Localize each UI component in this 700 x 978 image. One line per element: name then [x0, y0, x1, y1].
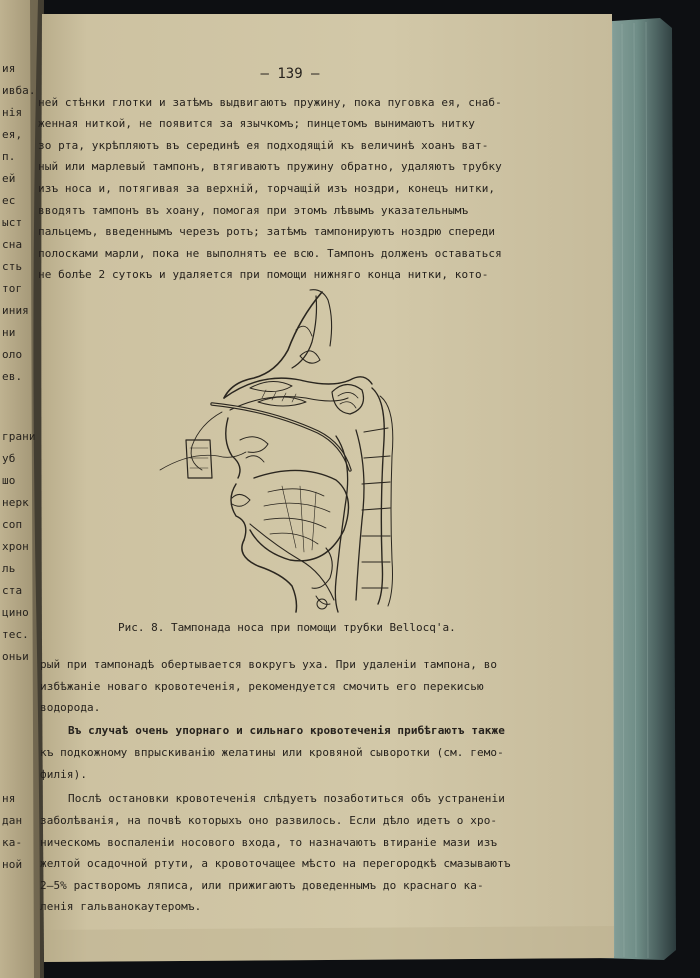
- left-page-fragment: дан: [2, 814, 23, 827]
- body-line: Въ случаѣ очень упорнаго и сильнаго кровотеченія прибѣгаютъ также: [68, 724, 505, 737]
- left-page-fragment: нерк: [2, 496, 29, 509]
- body-line: ленія гальванокаутеромъ.: [40, 900, 202, 913]
- left-page-fragment: тог: [2, 282, 23, 295]
- left-page-fragment: ни: [2, 326, 16, 339]
- figure-caption: Рис. 8. Тампонада носа при помощи трубки Bellocq'а.: [118, 621, 456, 634]
- left-page-fragment: ста: [2, 584, 23, 597]
- body-line: Послѣ остановки кровотеченія слѣдуетъ позаботиться объ устраненіи: [68, 792, 505, 805]
- left-page-fragment: ея,: [2, 128, 23, 141]
- left-page-fragment: ка-: [2, 836, 23, 849]
- left-page-fragment: ей: [2, 172, 16, 185]
- body-line: женная ниткой, не появится за язычкомъ; пинцетомъ вынимаютъ нитку: [38, 117, 475, 130]
- left-page-fragment: соп: [2, 518, 23, 531]
- left-page-fragment: ыст: [2, 216, 23, 229]
- body-line: изъ носа и, потягивая за верхній, торчащій изъ ноздри, конецъ нитки,: [38, 182, 496, 195]
- body-line: ней стѣнки глотки и затѣмъ выдвигаютъ пружину, пока пуговка ея, снаб-: [38, 96, 502, 109]
- left-page-fragment: уб: [2, 452, 16, 465]
- body-line: вводятъ тампонъ въ хоану, помогая при этомъ лѣвымъ указательнымъ: [38, 204, 469, 217]
- body-line: зо рта, укрѣпляютъ въ серединѣ ея подходящій къ величинѣ хоанъ ват-: [38, 139, 489, 152]
- body-line: не болѣе 2 сутокъ и удаляется при помощи нижняго конца нитки, кото-: [38, 268, 489, 281]
- left-page-fragment: иния: [2, 304, 29, 317]
- body-line: ный или марлевый тампонъ, втягиваютъ пружину обратно, удаляютъ трубку: [38, 160, 502, 173]
- left-page-fragment: ев.: [2, 370, 23, 383]
- body-line: филія).: [40, 768, 88, 781]
- left-page-fragment: хрон: [2, 540, 29, 553]
- left-page-fragment: цино: [2, 606, 29, 619]
- left-page-fragment: сть: [2, 260, 23, 273]
- left-page-fragment: шо: [2, 474, 16, 487]
- body-line: 2—5% растворомъ ляписа, или прижигаютъ доведеннымъ до краснаго ка-: [40, 879, 484, 892]
- body-line: рый при тампонадѣ обертывается вокругъ уха. При удаленіи тампона, во: [40, 658, 498, 671]
- left-page-fragment: ес: [2, 194, 16, 207]
- body-line: ническомъ воспаленіи носового входа, то назначаютъ втираніе мази изъ: [40, 836, 498, 849]
- left-page-fragment: грани: [2, 430, 36, 443]
- body-line: полосками марли, пока не выполнятъ ее всю. Тампонъ долженъ оставаться: [38, 247, 502, 260]
- left-page-fragment: п.: [2, 150, 16, 163]
- body-line: водорода.: [40, 701, 101, 714]
- body-line: избѣжаніе новаго кровотеченія, рекомендуется смочить его перекисью: [40, 680, 484, 693]
- body-line: къ подкожному впрыскиванію желатины или кровяной сыворотки (см. гемо-: [40, 746, 504, 759]
- left-page-fragment: ня: [2, 792, 16, 805]
- left-page-fragment: оло: [2, 348, 23, 361]
- body-line: заболѣванія, на почвѣ которыхъ оно развилось. Если дѣло идетъ о хро-: [40, 814, 498, 827]
- left-page-fragment: ной: [2, 858, 23, 871]
- left-page-fragment: тес.: [2, 628, 29, 641]
- left-page-fragment: ивба.: [2, 84, 36, 97]
- left-page-fragment: оньи: [2, 650, 29, 663]
- left-page-fragment: ль: [2, 562, 16, 575]
- left-page-fragment: нія: [2, 106, 23, 119]
- page-number: — 139 —: [260, 66, 320, 82]
- left-page-fragment: ия: [2, 62, 16, 75]
- body-line: пальцемъ, введеннымъ черезъ ротъ; затѣмъ тампонируютъ ноздрю спереди: [38, 225, 496, 238]
- left-page-fragment: сна: [2, 238, 23, 251]
- body-line: желтой осадочной ртути, а кровоточащее мѣсто на перегородкѣ смазываютъ: [40, 857, 511, 870]
